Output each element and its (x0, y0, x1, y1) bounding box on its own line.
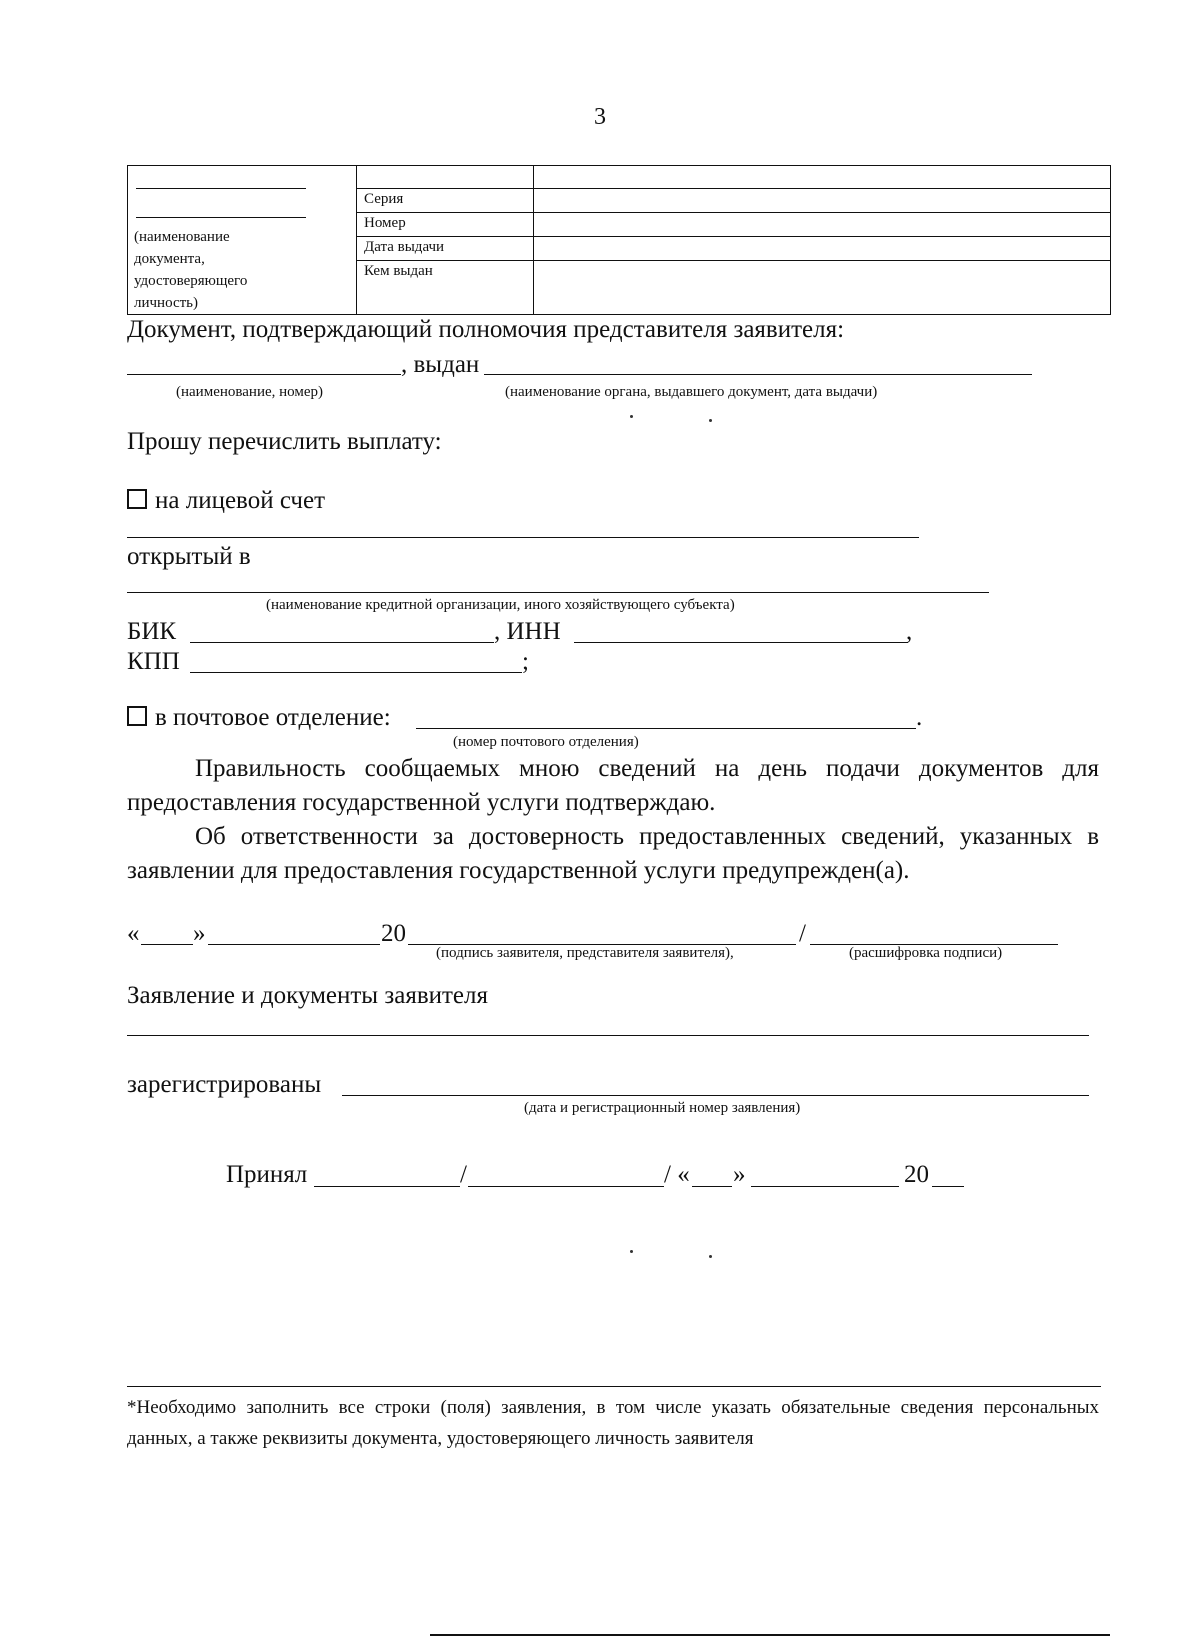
accepted-name-field[interactable] (468, 1186, 664, 1187)
document-name-caption: (наименование документа, удостоверяющего личность) (134, 229, 248, 311)
accepted-day-field[interactable] (692, 1186, 732, 1187)
account-checkbox[interactable] (127, 489, 147, 509)
opened-in-label: открытый в (127, 543, 251, 570)
account-option[interactable] (127, 487, 325, 515)
value-column (534, 166, 1110, 314)
registration-caption: (дата и регистрационный номер заявления) (524, 1100, 801, 1116)
accepted-month-field[interactable] (751, 1186, 899, 1187)
credit-organization-field[interactable] (127, 592, 989, 593)
page-number: 3 (594, 104, 606, 130)
kpp-field[interactable] (190, 672, 522, 673)
label-column (357, 166, 534, 314)
post-office-number-field[interactable] (416, 728, 916, 729)
representative-doc-issuer-field[interactable] (484, 374, 1032, 375)
inn-field[interactable] (574, 642, 908, 643)
identity-document-table (127, 165, 1111, 315)
signature-decode-caption: (расшифровка подписи) (849, 945, 1003, 961)
responsibility-statement: Об ответственности за достоверность предоставленных сведений, указанных в заявлении для предоставления государственной услуги предупрежден(а). (127, 823, 1099, 884)
registration-line[interactable] (127, 1035, 1089, 1036)
document-name-line-1[interactable] (136, 188, 306, 189)
kpp-semicolon: ; (522, 648, 529, 675)
number-label: Номер (364, 215, 406, 231)
registration-heading: Заявление и документы заявителя (127, 982, 488, 1009)
post-office-period: . (916, 704, 923, 731)
confirmation-statement: Правильность сообщаемых мною сведений на день подачи документов для предоставления государственной услуги подтверждаю. (127, 755, 1099, 816)
date-quote-open: « (127, 920, 140, 947)
credit-organization-caption: (наименование кредитной организации, иного хозяйствующего субъекта) (266, 597, 735, 613)
series-label: Серия (364, 191, 404, 207)
registered-label: зарегистрированы (127, 1071, 322, 1098)
accepted-quote-close: » (733, 1161, 746, 1188)
bik-label: БИК (127, 618, 177, 645)
date-month-field[interactable] (208, 944, 380, 945)
representative-doc-name-field[interactable] (127, 374, 401, 375)
accepted-signature-field[interactable] (314, 1186, 460, 1187)
footnote-text: *Необходимо заполнить все строки (поля) заявления, в том числе указать обязательные сведения персональных данных, а также реквизиты документа, удостоверяющего личность заявителя (127, 1397, 1099, 1449)
document-name-cell (128, 166, 357, 314)
post-office-option-label: в почтовое отделение: (155, 704, 391, 731)
registration-number-field[interactable] (342, 1095, 1089, 1096)
series-field[interactable] (534, 189, 1110, 211)
representative-doc-heading: Документ, подтверждающий полномочия представителя заявителя: (127, 316, 845, 343)
issue-date-field[interactable] (534, 237, 1110, 259)
issued-label: , выдан (401, 351, 480, 378)
date-quote-close: » (193, 920, 206, 947)
representative-doc-issuer-caption: (наименование органа, выдавшего документ, дата выдачи) (505, 384, 878, 400)
accepted-slash-2: / « (664, 1161, 690, 1188)
date-year-prefix: 20 (381, 920, 406, 947)
signature-caption: (подпись заявителя, представителя заявителя), (436, 945, 734, 961)
kpp-label: КПП (127, 648, 180, 675)
representative-doc-name-caption: (наименование, номер) (176, 384, 324, 400)
accepted-label: Принял (226, 1161, 308, 1188)
post-office-caption: (номер почтового отделения) (453, 734, 639, 750)
issue-date-label: Дата выдачи (364, 239, 445, 255)
accepted-year-field[interactable] (932, 1186, 964, 1187)
payment-heading: Прошу перечислить выплату: (127, 428, 442, 455)
account-option-label: на лицевой счет (155, 487, 326, 514)
date-day-field[interactable] (141, 944, 193, 945)
signature-slash: / (799, 920, 806, 947)
inn-comma: , (906, 618, 913, 645)
account-number-field[interactable] (127, 537, 919, 538)
post-office-option[interactable] (127, 704, 391, 732)
document-name-line-2[interactable] (136, 217, 306, 218)
issued-by-field[interactable] (534, 261, 1110, 313)
issued-by-label: Кем выдан (364, 263, 433, 279)
footnote-divider (127, 1386, 1101, 1387)
accepted-year-prefix: 20 (904, 1161, 929, 1188)
accepted-slash-1: / (460, 1161, 467, 1188)
inn-label: , ИНН (494, 618, 561, 645)
number-field[interactable] (534, 213, 1110, 235)
bottom-scan-edge (430, 1634, 1110, 1636)
post-office-checkbox[interactable] (127, 706, 147, 726)
bik-field[interactable] (190, 642, 494, 643)
